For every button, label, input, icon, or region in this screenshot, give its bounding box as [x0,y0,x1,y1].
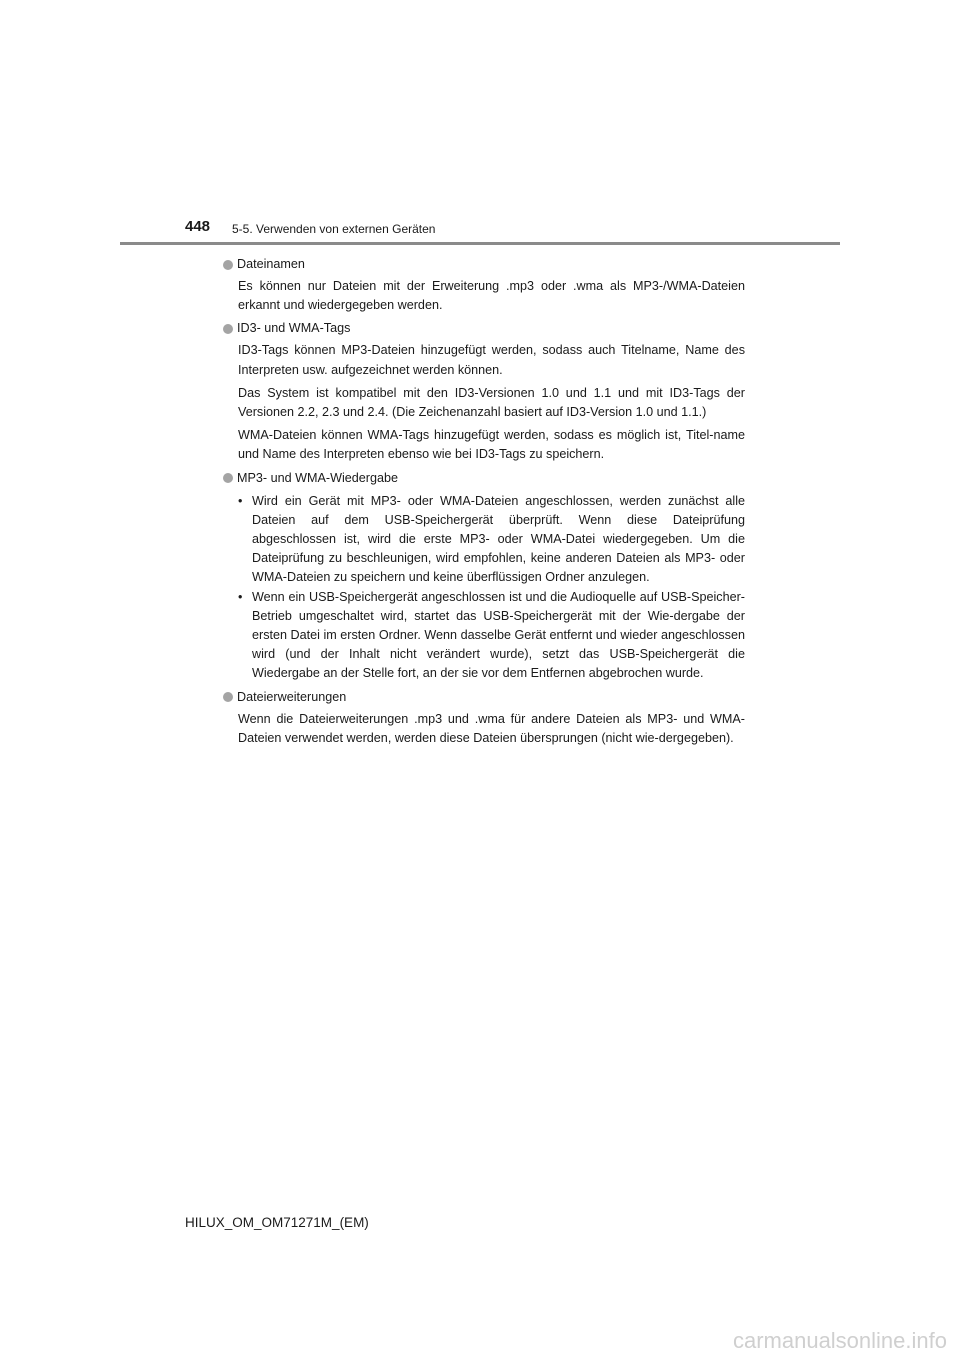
paragraph: Wenn die Dateierweiterungen .mp3 und .wma für andere Dateien als MP3- und WMA-Dateien verwendet werden, werden diese Dateien übersprungen (nicht wie-dergegeben). [238,711,745,745]
circle-bullet-icon [223,324,233,334]
paragraph: WMA-Dateien können WMA-Tags hinzugefügt werden, sodass es möglich ist, Titel-name und Name des Interpreten ebenso wie bei ID3-Tags zu speichern. [238,428,745,462]
circle-bullet-icon [223,260,233,270]
paragraph: Es können nur Dateien mit der Erweiterung .mp3 oder .wma als MP3-/WMA-Dateien erkannt und wiedergegeben werden. [238,279,745,313]
list-item: • Wenn ein USB-Speichergerät angeschlossen ist und die Audioquelle auf USB-Speicher-Betrieb umgeschaltet wird, startet das USB-Speichergerät mit der Wie-dergabe der ersten Datei im ersten Ordner. Wenn dasselbe Gerät entfernt und wieder angeschlossen wird (und der Inhalt nicht verändert wurde), setzt das USB-Speichergerät die Wiedergabe an der Stelle fort, an der sie vor dem Entfernen abgebrochen wurde. [238,588,745,684]
section-title: 5-5. Verwenden von externen Geräten [232,222,436,236]
item-dateinamen [223,255,745,315]
item-title: ID3- und WMA-Tags [237,321,351,336]
watermark: carmanualsonline.info [732,1328,947,1353]
bullet-list [238,492,745,684]
page-number: 448 [185,218,211,235]
item-title: MP3- und WMA-Wiedergabe [237,470,398,485]
circle-bullet-icon [223,473,233,483]
item-mp3-wma-wiedergabe [223,469,745,684]
paragraph: Das System ist kompatibel mit den ID3-Versionen 1.0 und 1.1 und mit ID3-Tags der Versionen 2.2, 2.3 und 2.4. (Die Zeichenanzahl basiert auf ID3-Version 1.0 und 1.1.) [238,385,745,420]
document-code: HILUX_OM_OM71271M_(EM) [185,1215,369,1230]
item-dateierweiterungen [223,688,745,748]
item-id3-wma-tags [223,319,745,464]
content-body [223,255,745,752]
paragraph: ID3-Tags können MP3-Dateien hinzugefügt werden, sodass auch Titelname, Name des Interpreten usw. aufgezeichnet werden können. [238,343,745,377]
list-item: • Wird ein Gerät mit MP3- oder WMA-Dateien angeschlossen, werden zunächst alle Dateien auf dem USB-Speichergerät überprüft. Wenn diese Dateiprüfung abgeschlossen ist, wird die erste MP3- oder WMA-Datei wiedergegeben. Um die Dateiprüfung zu beschleunigen, wird empfohlen, keine anderen Dateien als MP3- oder WMA-Dateien zu speichern und keine überflüssigen Ordner anzulegen. [238,492,745,588]
header-divider [120,242,840,245]
circle-bullet-icon [223,692,233,702]
item-title: Dateinamen [237,256,305,271]
item-title: Dateierweiterungen [237,689,347,704]
